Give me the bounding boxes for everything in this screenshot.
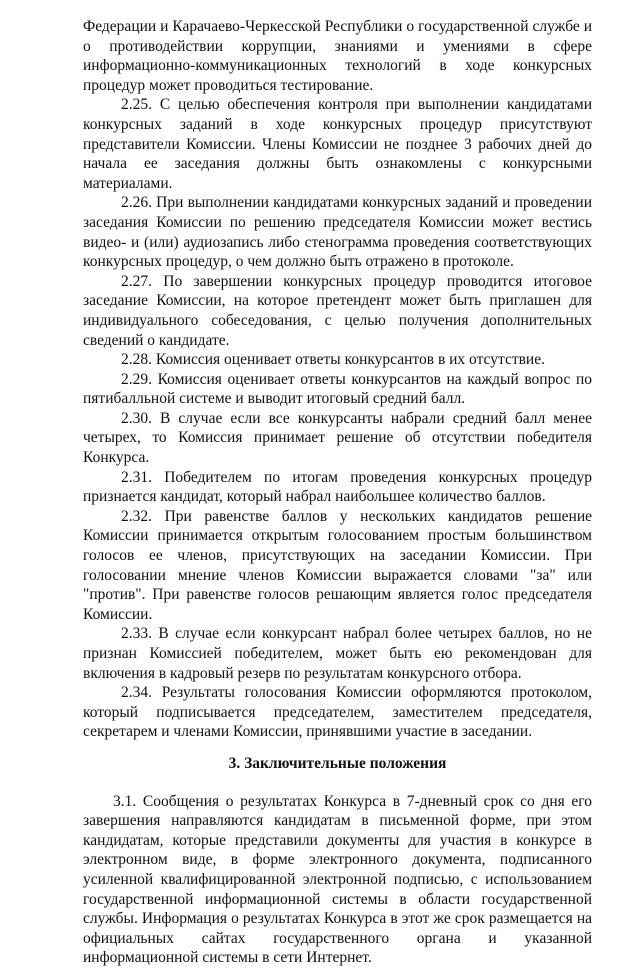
paragraph-3-1: 3.1. Сообщения о результатах Конкурса в 7-дневный срок со дня его завершения направляются кандидатам в письменной форме, при этом кандидатам, которые представили документы для участия в конкурсе в электронном виде, в форме электронного документа, подписанного усиленной квалифицированной электронной подписью, с использованием государственной информационной системы в области государственной службы. Информация о результатах Конкурса в этот же срок размещается на официальных сайтах государственного органа и указанной информационной системы в сети Интернет. [83,792,592,967]
paragraph-2-31: 2.31. Победителем по итогам проведения конкурсных процедур признается кандидат, который набрал наибольшее количество баллов. [83,468,592,506]
paragraph-2-34: 2.34. Результаты голосования Комиссии оформляются протоколом, который подписывается председателем, заместителем председателя, секретарем и членами Комиссии, принявшими участие в заседании. [83,684,592,741]
paragraph-2-29: 2.29. Комиссия оценивает ответы конкурсантов на каждый вопрос по пятибалльной системе и выводит итоговый средний балл. [83,370,592,408]
paragraph-2-27: 2.27. По завершении конкурсных процедур проводится итоговое заседание Комиссии, на которое претендент может быть приглашен для индивидуального собеседования, с целью получения дополнительных сведений о кандидате. [83,272,592,349]
paragraph-2-33: 2.33. В случае если конкурсант набрал более четырех баллов, но не признан Комиссией победителем, может быть ею рекомендован для включения в кадровый резерв по результатам конкурсного отбора. [83,625,592,682]
section-3-heading: 3. Заключительные положения [228,754,447,772]
paragraph-2-25: 2.25. С целью обеспечения контроля при выполнении кандидатами конкурсных заданий в ходе конкурсных процедур присутствуют представители Комиссии. Члены Комиссии не позднее 3 рабочих дней до начала ее заседания должны быть ознакомлены с конкурсными материалами. [83,96,592,192]
paragraph-2-32: 2.32. При равенстве баллов у нескольких кандидатов решение Комиссии принимается открытым голосованием простым большинством голосов ее членов, присутствующих на заседании Комиссии. При голосовании мнение членов Комиссии выражается словами "за" или "против". При равенстве голосов решающим является голос председателя Комиссии. [83,507,592,623]
paragraph-2-28: 2.28. Комиссия оценивает ответы конкурсантов в их отсутствие. [121,351,545,369]
paragraph-2-26: 2.26. При выполнении кандидатами конкурсных заданий и проведении заседания Комиссии по решению председателя Комиссии может вестись видео- и (или) аудиозапись либо стенограмма проведения соответствующих конкурсных процедур, о чем должно быть отражено в протоколе. [83,194,592,271]
continuation-paragraph: Федерации и Карачаево-Черкесской Республики о государственной службе и о противодействии коррупции, знаниями и умениями в сфере информационно-коммуникационных технологий в ходе конкурсных процедур может проводиться тестирование. [83,18,592,94]
paragraph-2-30: 2.30. В случае если все конкурсанты набрали средний балл менее четырех, то Комиссия принимает решение об отсутствии победителя Конкурса. [83,409,592,467]
